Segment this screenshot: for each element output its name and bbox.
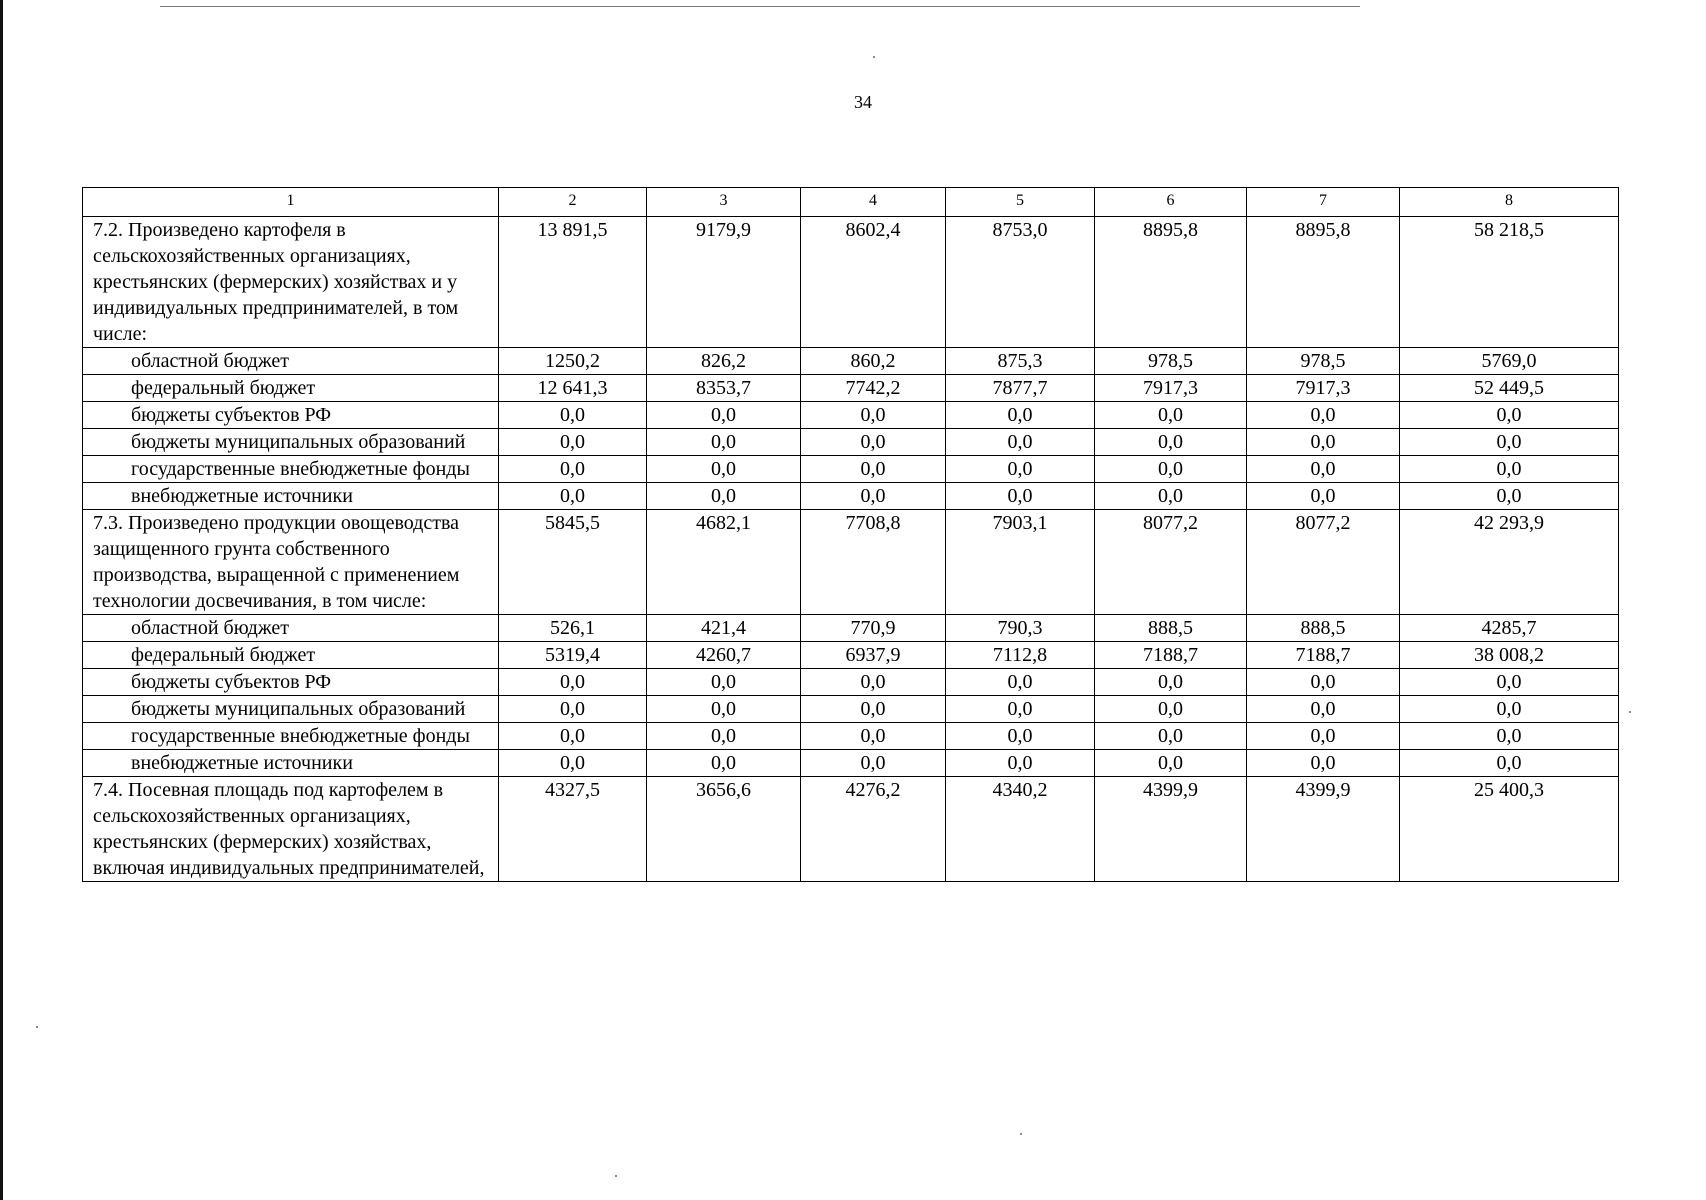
cell-value: 0,0	[1400, 723, 1619, 750]
cell-value: 0,0	[647, 723, 801, 750]
cell-value: 4399,9	[1095, 777, 1247, 882]
cell-value: 0,0	[1247, 429, 1400, 456]
cell-value: 8895,8	[1095, 217, 1247, 348]
table-row-subitem	[83, 669, 1619, 696]
cell-value: 0,0	[801, 402, 946, 429]
cell-value: 0,0	[801, 696, 946, 723]
cell-value: 25 400,3	[1400, 777, 1619, 882]
cell-value: 0,0	[499, 456, 647, 483]
cell-value: 0,0	[801, 456, 946, 483]
cell-value: 7112,8	[946, 642, 1095, 669]
cell-value: 0,0	[499, 696, 647, 723]
row-label: бюджеты муниципальных образований	[83, 429, 499, 456]
column-number-row	[83, 188, 1619, 217]
cell-value: 0,0	[1400, 483, 1619, 510]
cell-value: 7188,7	[1247, 642, 1400, 669]
row-label: государственные внебюджетные фонды	[83, 456, 499, 483]
row-label: федеральный бюджет	[83, 642, 499, 669]
row-label: 7.2. Произведено картофеля в сельскохозяйственных организациях, крестьянских (фермерских) хозяйствах и у индивидуальных предпринимателей, в том числе:	[83, 217, 499, 348]
cell-value: 0,0	[1247, 669, 1400, 696]
table-row-subitem	[83, 483, 1619, 510]
cell-value: 978,5	[1247, 348, 1400, 375]
cell-value: 421,4	[647, 615, 801, 642]
page-number: 34	[854, 92, 872, 112]
scan-speck	[36, 1026, 38, 1028]
cell-value: 3656,6	[647, 777, 801, 882]
cell-value: 0,0	[1247, 483, 1400, 510]
cell-value: 0,0	[1247, 750, 1400, 777]
cell-value: 0,0	[1095, 696, 1247, 723]
table-row-section	[83, 777, 1619, 882]
cell-value: 42 293,9	[1400, 510, 1619, 615]
row-label: бюджеты муниципальных образований	[83, 696, 499, 723]
column-number: 5	[946, 188, 1095, 217]
cell-value: 0,0	[1400, 750, 1619, 777]
row-label: областной бюджет	[83, 615, 499, 642]
cell-value: 0,0	[647, 750, 801, 777]
cell-value: 0,0	[946, 402, 1095, 429]
row-label: 7.3. Произведено продукции овощеводства защищенного грунта собственного производства, выращенной с применением технологии досвечивания, в том числе:	[83, 510, 499, 615]
cell-value: 0,0	[801, 429, 946, 456]
cell-value: 888,5	[1247, 615, 1400, 642]
column-number: 3	[647, 188, 801, 217]
cell-value: 0,0	[801, 483, 946, 510]
cell-value: 0,0	[946, 669, 1095, 696]
cell-value: 0,0	[647, 456, 801, 483]
cell-value: 826,2	[647, 348, 801, 375]
cell-value: 4285,7	[1400, 615, 1619, 642]
cell-value: 888,5	[1095, 615, 1247, 642]
cell-value: 0,0	[1247, 723, 1400, 750]
table-row-subitem	[83, 615, 1619, 642]
cell-value: 526,1	[499, 615, 647, 642]
cell-value: 13 891,5	[499, 217, 647, 348]
column-number: 7	[1247, 188, 1400, 217]
cell-value: 0,0	[946, 723, 1095, 750]
column-number: 2	[499, 188, 647, 217]
scan-speck	[873, 56, 875, 58]
cell-value: 0,0	[1095, 723, 1247, 750]
cell-value: 4682,1	[647, 510, 801, 615]
row-label: бюджеты субъектов РФ	[83, 669, 499, 696]
cell-value: 978,5	[1095, 348, 1247, 375]
scan-artifact-line	[160, 6, 1360, 7]
cell-value: 1250,2	[499, 348, 647, 375]
cell-value: 52 449,5	[1400, 375, 1619, 402]
cell-value: 4399,9	[1247, 777, 1400, 882]
scan-speck	[1629, 711, 1631, 713]
cell-value: 8895,8	[1247, 217, 1400, 348]
cell-value: 0,0	[801, 669, 946, 696]
cell-value: 0,0	[647, 669, 801, 696]
cell-value: 8077,2	[1095, 510, 1247, 615]
cell-value: 7917,3	[1247, 375, 1400, 402]
table-row-subitem	[83, 696, 1619, 723]
cell-value: 0,0	[1095, 669, 1247, 696]
cell-value: 6937,9	[801, 642, 946, 669]
cell-value: 0,0	[946, 750, 1095, 777]
cell-value: 8753,0	[946, 217, 1095, 348]
cell-value: 7742,2	[801, 375, 946, 402]
budget-table	[82, 187, 1619, 882]
cell-value: 790,3	[946, 615, 1095, 642]
scan-speck	[1020, 1133, 1022, 1135]
cell-value: 0,0	[1095, 402, 1247, 429]
cell-value: 0,0	[1247, 696, 1400, 723]
scan-edge	[0, 0, 3, 1200]
cell-value: 0,0	[1247, 402, 1400, 429]
cell-value: 4340,2	[946, 777, 1095, 882]
cell-value: 7708,8	[801, 510, 946, 615]
cell-value: 4276,2	[801, 777, 946, 882]
table-row-subitem	[83, 456, 1619, 483]
cell-value: 0,0	[647, 696, 801, 723]
cell-value: 0,0	[946, 483, 1095, 510]
cell-value: 0,0	[946, 429, 1095, 456]
row-label: 7.4. Посевная площадь под картофелем в сельскохозяйственных организациях, крестьянских (фермерских) хозяйствах, включая индивидуальных предпринимателей,	[83, 777, 499, 882]
row-label: внебюджетные источники	[83, 750, 499, 777]
cell-value: 0,0	[647, 429, 801, 456]
cell-value: 0,0	[946, 456, 1095, 483]
cell-value: 38 008,2	[1400, 642, 1619, 669]
cell-value: 5319,4	[499, 642, 647, 669]
cell-value: 0,0	[1400, 456, 1619, 483]
cell-value: 0,0	[801, 723, 946, 750]
cell-value: 860,2	[801, 348, 946, 375]
scan-speck	[615, 1175, 617, 1177]
cell-value: 8602,4	[801, 217, 946, 348]
row-label: внебюджетные источники	[83, 483, 499, 510]
cell-value: 0,0	[499, 723, 647, 750]
cell-value: 0,0	[1400, 402, 1619, 429]
cell-value: 0,0	[499, 483, 647, 510]
cell-value: 12 641,3	[499, 375, 647, 402]
table-row-subitem	[83, 402, 1619, 429]
table-row-subitem	[83, 642, 1619, 669]
cell-value: 0,0	[1400, 429, 1619, 456]
row-label: федеральный бюджет	[83, 375, 499, 402]
cell-value: 0,0	[1400, 669, 1619, 696]
cell-value: 4327,5	[499, 777, 647, 882]
cell-value: 0,0	[1247, 456, 1400, 483]
table-row-section	[83, 510, 1619, 615]
table-row-section	[83, 217, 1619, 348]
table-row-subitem	[83, 375, 1619, 402]
column-number: 8	[1400, 188, 1619, 217]
cell-value: 4260,7	[647, 642, 801, 669]
row-label: бюджеты субъектов РФ	[83, 402, 499, 429]
cell-value: 7903,1	[946, 510, 1095, 615]
column-number: 6	[1095, 188, 1247, 217]
cell-value: 0,0	[647, 402, 801, 429]
cell-value: 0,0	[1095, 429, 1247, 456]
cell-value: 0,0	[499, 669, 647, 696]
row-label: областной бюджет	[83, 348, 499, 375]
cell-value: 0,0	[647, 483, 801, 510]
cell-value: 0,0	[1400, 696, 1619, 723]
cell-value: 7917,3	[1095, 375, 1247, 402]
cell-value: 0,0	[1095, 456, 1247, 483]
cell-value: 0,0	[499, 429, 647, 456]
column-number: 4	[801, 188, 946, 217]
cell-value: 7877,7	[946, 375, 1095, 402]
cell-value: 5845,5	[499, 510, 647, 615]
row-label: государственные внебюджетные фонды	[83, 723, 499, 750]
cell-value: 0,0	[1095, 750, 1247, 777]
cell-value: 875,3	[946, 348, 1095, 375]
table-row-subitem	[83, 429, 1619, 456]
cell-value: 58 218,5	[1400, 217, 1619, 348]
cell-value: 8077,2	[1247, 510, 1400, 615]
cell-value: 0,0	[946, 696, 1095, 723]
cell-value: 0,0	[499, 750, 647, 777]
table-row-subitem	[83, 750, 1619, 777]
cell-value: 0,0	[801, 750, 946, 777]
cell-value: 7188,7	[1095, 642, 1247, 669]
table-row-subitem	[83, 723, 1619, 750]
cell-value: 8353,7	[647, 375, 801, 402]
cell-value: 770,9	[801, 615, 946, 642]
table-row-subitem	[83, 348, 1619, 375]
cell-value: 9179,9	[647, 217, 801, 348]
cell-value: 5769,0	[1400, 348, 1619, 375]
column-number: 1	[83, 188, 499, 217]
cell-value: 0,0	[499, 402, 647, 429]
cell-value: 0,0	[1095, 483, 1247, 510]
